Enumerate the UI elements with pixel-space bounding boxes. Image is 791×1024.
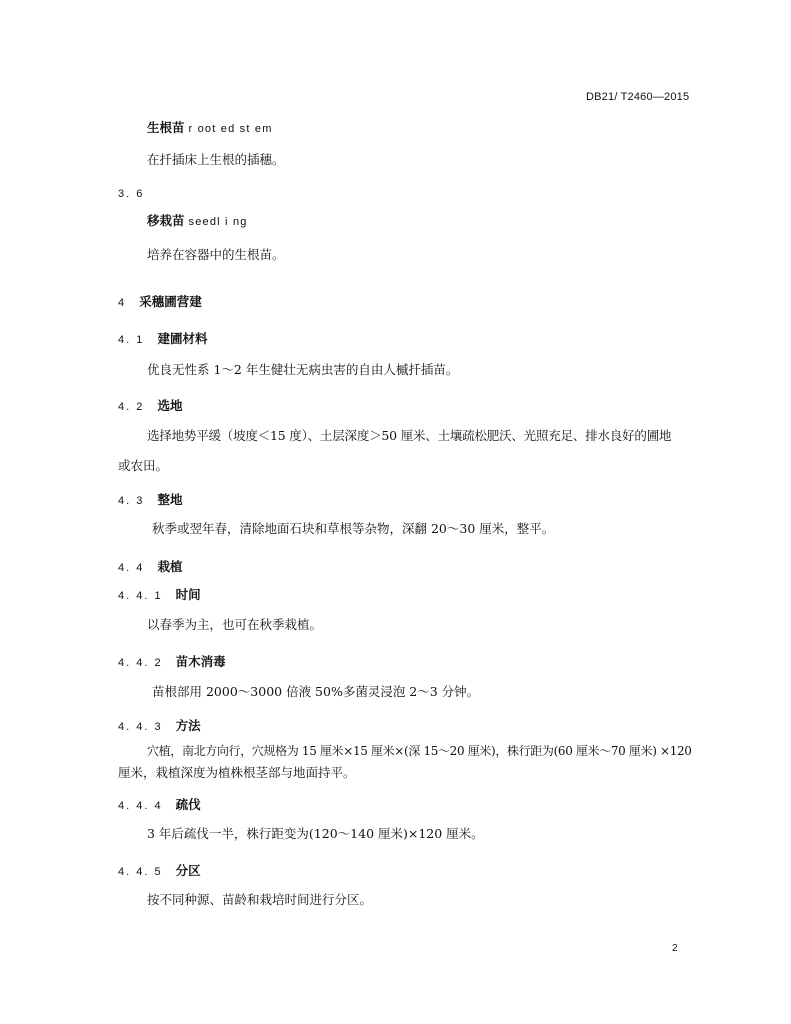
paragraph: 按不同种源、苗龄和栽培时间进行分区。 xyxy=(147,892,373,907)
clause-title: 选地 xyxy=(157,398,183,413)
section-heading-4-4-2 xyxy=(118,653,226,669)
clause-title: 整地 xyxy=(157,492,183,507)
section-heading-4-4-4 xyxy=(118,796,201,812)
clause-title: 分区 xyxy=(175,863,201,878)
clause-title: 方法 xyxy=(175,718,201,733)
clause-number: 4. 4. 1 xyxy=(118,590,163,602)
term-rooted-stem xyxy=(147,122,273,135)
page-number: 2 xyxy=(672,943,678,954)
section-heading-4-4 xyxy=(118,558,182,574)
clause-number: 4. 4. 5 xyxy=(118,866,163,878)
clause-number: 4 xyxy=(118,297,127,309)
clause-title: 建圃材料 xyxy=(157,331,208,346)
term-zh: 移栽苗 xyxy=(147,213,185,228)
section-heading-4-4-3 xyxy=(118,717,201,733)
paragraph: 优良无性系 1～2 年生健壮无病虫害的自由人槭扦插苗。 xyxy=(147,362,459,377)
term-en: r oot ed st em xyxy=(188,123,273,135)
term-definition: 培养在容器中的生根苗。 xyxy=(147,247,285,262)
term-zh: 生根苗 xyxy=(147,120,185,135)
section-heading-4 xyxy=(118,293,202,309)
term-en: seedl i ng xyxy=(188,216,248,228)
clause-number: 4. 4. 4 xyxy=(118,800,163,812)
section-heading-4-3 xyxy=(118,491,182,507)
paragraph: 以春季为主，也可在秋季栽植。 xyxy=(147,617,323,632)
clause-title: 苗木消毒 xyxy=(175,654,226,669)
paragraph: 苗根部用 2000～3000 倍液 50%多菌灵浸泡 2～3 分钟。 xyxy=(152,684,480,699)
clause-title: 采穗圃营建 xyxy=(139,294,202,309)
paragraph: 3 年后疏伐一半，株行距变为(120～140 厘米)×120 厘米。 xyxy=(147,826,484,841)
section-heading-4-4-5 xyxy=(118,862,201,878)
clause-number: 4. 4. 2 xyxy=(118,657,163,669)
term-definition: 在扦插床上生根的插穗。 xyxy=(147,152,285,167)
clause-title: 栽植 xyxy=(157,559,183,574)
clause-number: 4. 2 xyxy=(118,401,145,413)
paragraph: 秋季或翌年春，清除地面石块和草根等杂物，深翻 20～30 厘米，整平。 xyxy=(152,521,555,536)
paragraph: 选择地势平缓（坡度＜15 度）、土层深度＞50 厘米、土壤疏松肥沃、光照充足、排水良好的圃地 xyxy=(147,428,672,443)
section-heading-4-4-1 xyxy=(118,586,201,602)
clause-number: 4. 1 xyxy=(118,334,145,346)
clause-number: 4. 4 xyxy=(118,562,145,574)
document-number: DB21/ T2460—2015 xyxy=(586,91,690,103)
clause-title: 时间 xyxy=(175,587,201,602)
section-heading-4-1 xyxy=(118,330,207,346)
clause-number: 4. 3 xyxy=(118,495,145,507)
paragraph-continued: 或农田。 xyxy=(118,458,169,473)
paragraph: 穴植，南北方向行，穴规格为 15 厘米×15 厘米×(深 15～20 厘米)，株行距为(60 厘米～70 厘米) ×120 xyxy=(147,744,692,758)
section-heading-4-2 xyxy=(118,397,182,413)
term-seedling xyxy=(147,215,248,228)
clause-title: 疏伐 xyxy=(175,797,201,812)
clause-number: 4. 4. 3 xyxy=(118,721,163,733)
paragraph-continued: 厘米，栽植深度为植株根茎部与地面持平。 xyxy=(118,765,356,780)
clause-number: 3. 6 xyxy=(118,188,145,200)
